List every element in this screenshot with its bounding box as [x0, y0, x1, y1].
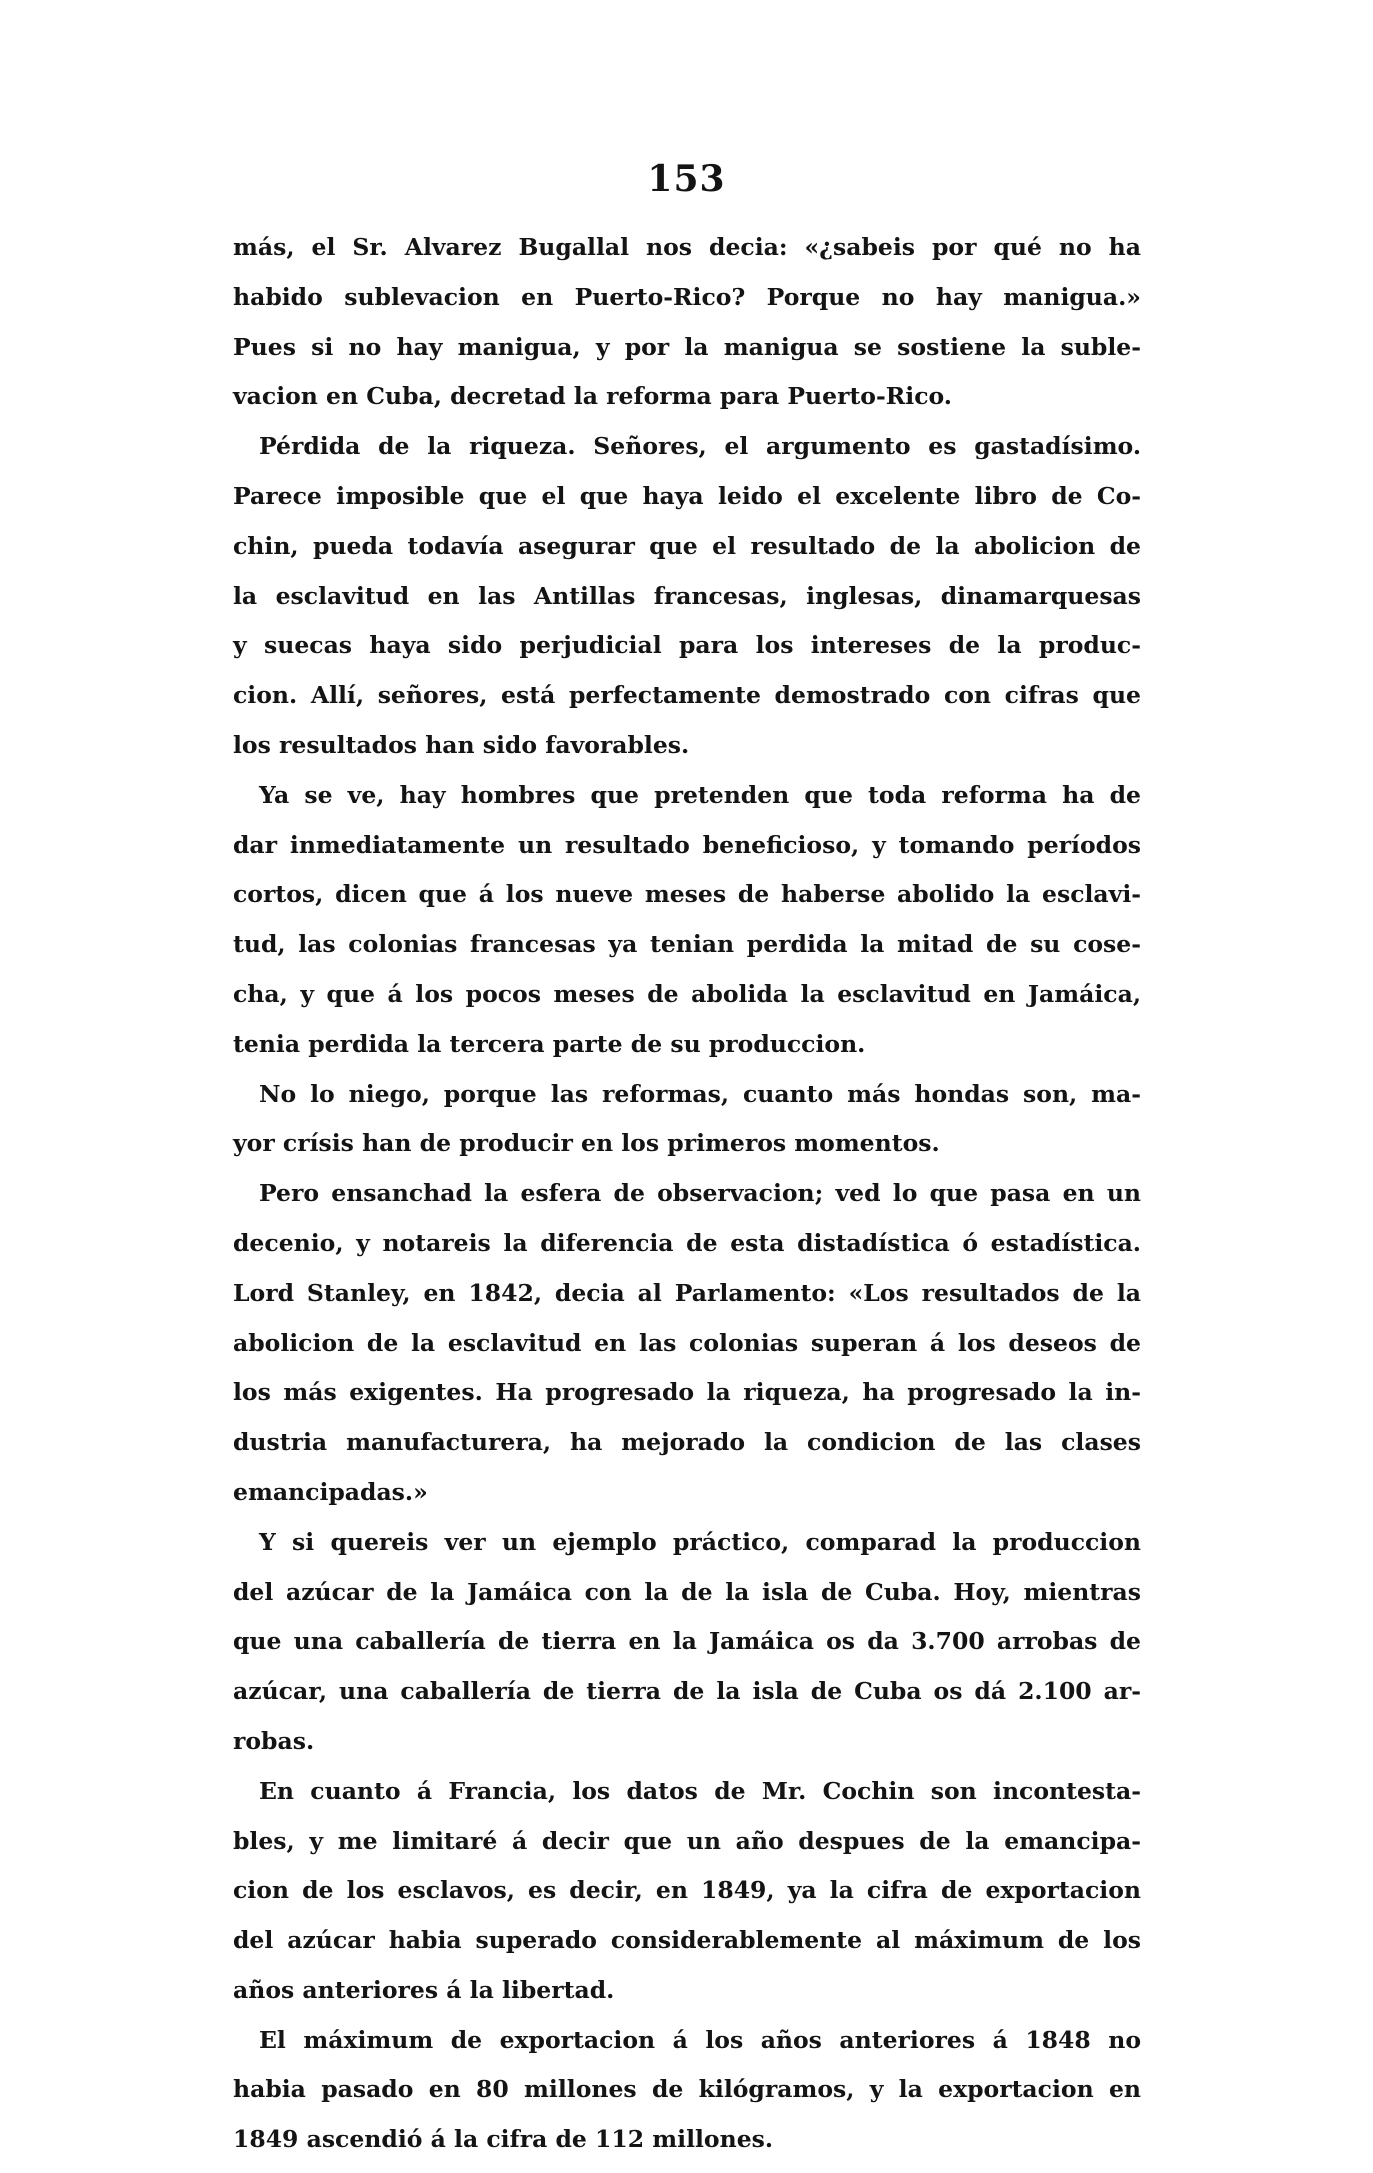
text-line: la esclavitud en las Antillas francesas, inglesas, dinamarquesas: [233, 581, 1141, 610]
text-line: Lord Stanley, en 1842, decia al Parlamento: «Los resultados de la: [233, 1278, 1141, 1307]
text-line: tud, las colonias francesas ya tenian perdida la mitad de su cose-: [233, 930, 1141, 959]
text-line: bles, y me limitaré á decir que un año despues de la emancipa-: [233, 1826, 1141, 1855]
text-line: chin, pueda todavía asegurar que el resultado de la abolicion de: [233, 531, 1141, 560]
text-line: dustria manufacturera, ha mejorado la condicion de las clases: [233, 1428, 1141, 1457]
text-line: No lo niego, porque las reformas, cuanto más hondas son, ma-: [259, 1079, 1141, 1108]
text-line: azúcar, una caballería de tierra de la isla de Cuba os dá 2.100 ar-: [233, 1677, 1141, 1706]
text-line: yor crísis han de producir en los primeros momentos.: [233, 1129, 940, 1158]
text-line: habia pasado en 80 millones de kilógramos, y la exportacion en: [233, 2075, 1141, 2104]
body-text: [233, 223, 1141, 2165]
text-line: cortos, dicen que á los nueve meses de haberse abolido la esclavi-: [233, 880, 1141, 909]
text-line: habido sublevacion en Puerto-Rico? Porque no hay manigua.»: [233, 282, 1141, 311]
text-line: En cuanto á Francia, los datos de Mr. Cochin son incontesta-: [259, 1776, 1141, 1805]
text-line: abolicion de la esclavitud en las colonias superan á los deseos de: [233, 1328, 1141, 1357]
text-line: los más exigentes. Ha progresado la riqueza, ha progresado la in-: [233, 1378, 1141, 1407]
text-line: cha, y que á los pocos meses de abolida la esclavitud en Jamáica,: [233, 979, 1141, 1008]
text-line: decenio, y notareis la diferencia de esta distadística ó estadística.: [233, 1228, 1141, 1257]
text-line: los resultados han sido favorables.: [233, 730, 690, 759]
text-line: dar inmediatamente un resultado beneficioso, y tomando períodos: [233, 830, 1141, 859]
text-line: Parece imposible que el que haya leido el excelente libro de Co-: [233, 481, 1141, 510]
text-line: del azúcar de la Jamáica con la de la isla de Cuba. Hoy, mientras: [233, 1577, 1141, 1606]
text-line: que una caballería de tierra en la Jamáica os da 3.700 arrobas de: [233, 1627, 1141, 1656]
text-line: cion de los esclavos, es decir, en 1849, ya la cifra de exportacion: [233, 1876, 1141, 1905]
text-line: emancipadas.»: [233, 1477, 428, 1506]
text-line: 1849 ascendió á la cifra de 112 millones.: [233, 2125, 774, 2154]
text-line: vacion en Cuba, decretad la reforma para Puerto-Rico.: [233, 382, 952, 411]
text-line: Pero ensanchad la esfera de observacion; ved lo que pasa en un: [259, 1179, 1141, 1208]
text-line: El máximum de exportacion á los años anteriores á 1848 no: [259, 2025, 1141, 2054]
text-line: tenia perdida la tercera parte de su produccion.: [233, 1029, 866, 1058]
text-line: del azúcar habia superado considerablemente al máximum de los: [233, 1926, 1141, 1955]
text-line: y suecas haya sido perjudicial para los intereses de la produc-: [233, 631, 1141, 660]
text-line: robas.: [233, 1726, 315, 1755]
text-line: años anteriores á la libertad.: [233, 1975, 615, 2004]
page-number: 153: [647, 158, 726, 200]
text-line: más, el Sr. Alvarez Bugallal nos decia: «¿sabeis por qué no ha: [233, 233, 1141, 261]
text-line: Ya se ve, hay hombres que pretenden que toda reforma ha de: [259, 780, 1141, 809]
text-line: Pérdida de la riqueza. Señores, el argumento es gastadísimo.: [259, 432, 1141, 461]
text-line: Pues si no hay manigua, y por la manigua se sostiene la suble-: [233, 332, 1141, 361]
text-line: Y si quereis ver un ejemplo práctico, comparad la produccion: [259, 1527, 1141, 1556]
text-line: cion. Allí, señores, está perfectamente demostrado con cifras que: [233, 681, 1141, 710]
